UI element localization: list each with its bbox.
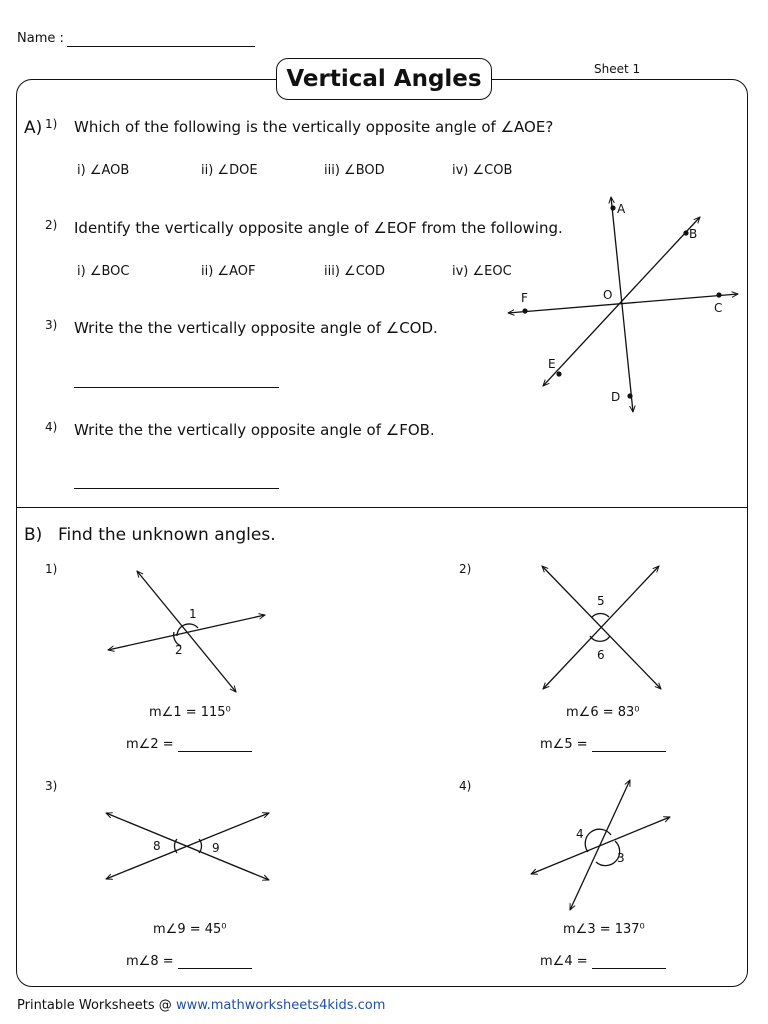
angle-label-2: 2 <box>175 643 183 657</box>
problem-number: 1) <box>45 562 58 576</box>
question-text: Which of the following is the vertically opposite angle of ∠AOE? <box>74 118 554 136</box>
answer-option[interactable]: iii) ∠BOD <box>324 163 385 178</box>
unknown-angle-row <box>126 737 252 752</box>
unknown-angle-label: m∠2 = <box>126 737 174 752</box>
unknown-angle-row <box>126 954 252 969</box>
problem-3-figure <box>100 805 280 885</box>
footer <box>17 998 385 1013</box>
problem-number: 3) <box>45 779 58 793</box>
intersecting-lines-figure <box>500 190 750 420</box>
angle-label-9: 9 <box>212 841 220 855</box>
label-o: O <box>603 288 613 302</box>
unknown-angle-label: m∠4 = <box>540 954 588 969</box>
answer-blank[interactable] <box>178 739 252 752</box>
footer-prefix: Printable Worksheets @ <box>17 998 176 1013</box>
answer-option[interactable]: i) ∠BOC <box>77 264 130 279</box>
footer-site-link[interactable]: www.mathworksheets4kids.com <box>175 998 386 1013</box>
angle-label-8: 8 <box>153 839 161 853</box>
answer-option[interactable]: ii) ∠DOE <box>201 163 258 178</box>
unknown-angle-row <box>540 737 666 752</box>
answer-option[interactable]: ii) ∠AOF <box>201 264 256 279</box>
label-e: E <box>548 357 556 371</box>
answer-line[interactable] <box>74 488 279 489</box>
name-label: Name : <box>17 31 64 46</box>
point-f <box>522 308 527 313</box>
point-c <box>716 292 721 297</box>
given-angle: m∠6 = 83⁰ <box>566 705 640 720</box>
unknown-angle-label: m∠8 = <box>126 954 174 969</box>
answer-blank[interactable] <box>592 956 666 969</box>
angle-label-4: 4 <box>576 827 584 841</box>
question-number: 2) <box>45 218 58 232</box>
point-a <box>610 205 615 210</box>
point-b <box>683 230 688 235</box>
name-field[interactable] <box>67 46 255 47</box>
label-c: C <box>714 301 723 315</box>
unknown-angle-label: m∠5 = <box>540 737 588 752</box>
angle-label-6: 6 <box>597 648 605 662</box>
angle-label-5: 5 <box>597 594 605 608</box>
question-text: Write the the vertically opposite angle of ∠COD. <box>74 319 438 337</box>
section-a-label: A) <box>24 118 43 138</box>
answer-option[interactable]: i) ∠AOB <box>77 163 130 178</box>
angle-label-3: 3 <box>617 851 625 865</box>
problem-1-figure <box>100 565 275 700</box>
question-number: 3) <box>45 318 58 332</box>
point-e <box>556 371 561 376</box>
section-divider <box>17 507 748 508</box>
section-b-title: Find the unknown angles. <box>58 525 276 545</box>
answer-line[interactable] <box>74 387 279 388</box>
problem-number: 4) <box>459 779 472 793</box>
given-angle: m∠3 = 137⁰ <box>563 922 645 937</box>
question-text: Identify the vertically opposite angle of ∠EOF from the following. <box>74 219 563 237</box>
line-be <box>543 217 700 386</box>
given-angle: m∠1 = 115⁰ <box>149 705 231 720</box>
question-number: 1) <box>45 117 58 131</box>
question-number: 4) <box>45 420 58 434</box>
unknown-angle-row <box>540 954 666 969</box>
problem-2-figure <box>530 555 670 700</box>
point-d <box>627 393 632 398</box>
label-f: F <box>521 291 528 305</box>
problem-4-figure <box>525 775 680 915</box>
answer-option[interactable]: iii) ∠COD <box>324 264 386 279</box>
section-b-label: B) <box>24 525 43 545</box>
angle-label-1: 1 <box>189 607 197 621</box>
answer-option[interactable]: iv) ∠COB <box>452 163 513 178</box>
question-text: Write the the vertically opposite angle of ∠FOB. <box>74 421 435 439</box>
label-b: B <box>689 227 698 241</box>
page-title: Vertical Angles <box>276 58 492 100</box>
sheet-number: Sheet 1 <box>594 62 641 76</box>
problem-number: 2) <box>459 562 472 576</box>
label-d: D <box>611 390 621 404</box>
answer-blank[interactable] <box>178 956 252 969</box>
given-angle: m∠9 = 45⁰ <box>153 922 227 937</box>
answer-option[interactable]: iv) ∠EOC <box>452 264 512 279</box>
label-a: A <box>617 202 626 216</box>
answer-blank[interactable] <box>592 739 666 752</box>
